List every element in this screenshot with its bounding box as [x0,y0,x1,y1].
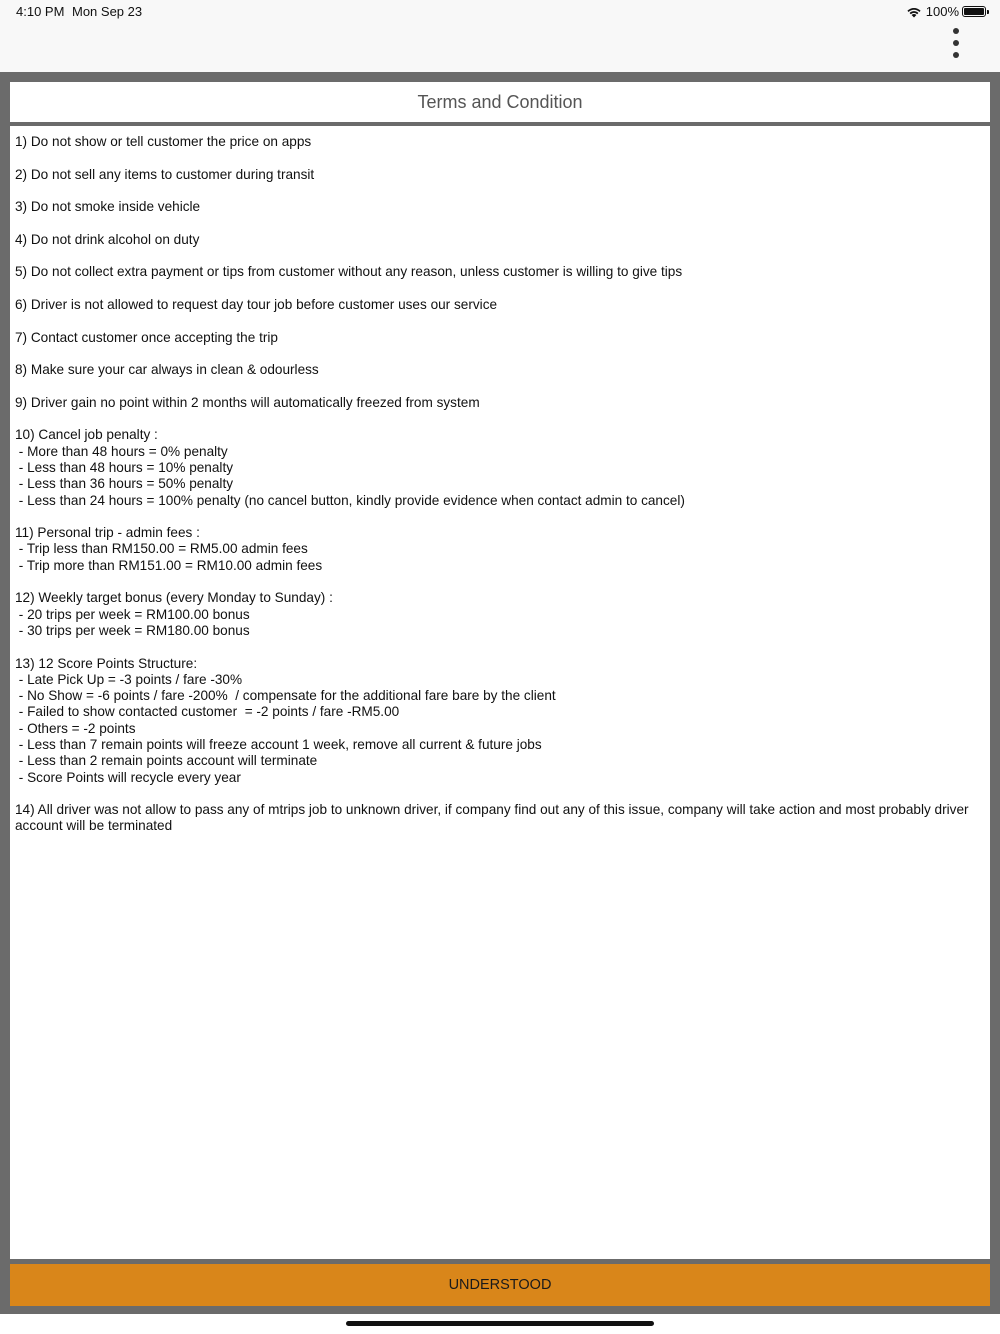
clause-line: 7) Contact customer once accepting the trip [15,329,278,345]
status-bar [0,0,1000,26]
terms-clause [15,167,984,183]
terms-clause [15,395,984,411]
status-right [906,4,986,19]
clause-line: 8) Make sure your car always in clean & odourless [15,362,319,378]
more-dot-icon [953,40,959,46]
clause-line: 14) All driver was not allow to pass any of mtrips job to unknown driver, if company find out any of this issue, company will take action and most probably driver account will be terminated [15,802,973,834]
terms-clause [15,232,984,248]
clause-line: - Trip less than RM150.00 = RM5.00 admin fees [15,541,308,557]
page-title: Terms and Condition [10,82,990,122]
clause-line: 5) Do not collect extra payment or tips from customer without any reason, unless customer is willing to give tips [15,264,683,280]
terms-clause [15,802,984,835]
clause-line: - Others = -2 points [15,720,136,736]
clause-line: - More than 48 hours = 0% penalty [15,443,228,459]
clause-line: - Less than 2 remain points account will terminate [15,753,318,769]
battery-percent: 100% [925,4,959,19]
clause-line: - 20 trips per week = RM100.00 bonus [15,606,250,622]
clause-line: - Score Points will recycle every year [15,769,241,785]
terms-clause [15,297,984,313]
clause-line: 3) Do not smoke inside vehicle [15,199,201,215]
terms-content[interactable] [10,126,990,1259]
clause-line: 2) Do not sell any items to customer during transit [15,166,315,182]
clause-line: 9) Driver gain no point within 2 months will automatically freezed from system [15,394,480,410]
wifi-icon [906,6,922,18]
terms-clause [15,199,984,215]
clause-line: - Less than 24 hours = 100% penalty (no cancel button, kindly provide evidence when contact admin to cancel) [15,492,685,508]
terms-clause [15,656,984,786]
terms-clause [15,525,984,574]
clause-line: - Late Pick Up = -3 points / fare -30% [15,671,243,687]
home-indicator[interactable] [346,1321,654,1326]
clause-line: 6) Driver is not allowed to request day tour job before customer uses our service [15,296,498,312]
battery-icon [962,6,986,17]
clause-line: - Trip more than RM151.00 = RM10.00 admin fees [15,557,323,573]
clause-line: - Failed to show contacted customer = -2 points / fare -RM5.00 [15,704,400,720]
clause-line: 1) Do not show or tell customer the price on apps [15,134,312,149]
terms-clause [15,264,984,280]
terms-clause [15,330,984,346]
clause-line: 12) Weekly target bonus (every Monday to Sunday) : [15,590,333,606]
clause-line: - Less than 36 hours = 50% penalty [15,476,234,492]
clause-line: - Less than 7 remain points will freeze account 1 week, remove all current & future jobs [15,736,542,752]
clause-line: 10) Cancel job penalty : [15,427,158,443]
clause-line: - Less than 48 hours = 10% penalty [15,459,234,475]
terms-clause [15,134,984,150]
clause-line: 13) 12 Score Points Structure: [15,655,198,671]
terms-clause [15,362,984,378]
status-time: 4:10 PM [16,4,65,19]
clause-line: - No Show = -6 points / fare -200% / compensate for the additional fare bare by the client [15,688,556,704]
clause-line: 11) Personal trip - admin fees : [15,525,200,541]
more-options-button[interactable] [940,28,972,68]
status-date: Mon Sep 23 [72,4,143,19]
understood-button[interactable]: UNDERSTOOD [10,1264,990,1306]
terms-clause [15,427,984,508]
clause-line: - 30 trips per week = RM180.00 bonus [15,622,250,638]
more-dot-icon [953,28,959,34]
clause-line: 4) Do not drink alcohol on duty [15,231,200,247]
terms-clause [15,590,984,639]
more-dot-icon [953,52,959,58]
